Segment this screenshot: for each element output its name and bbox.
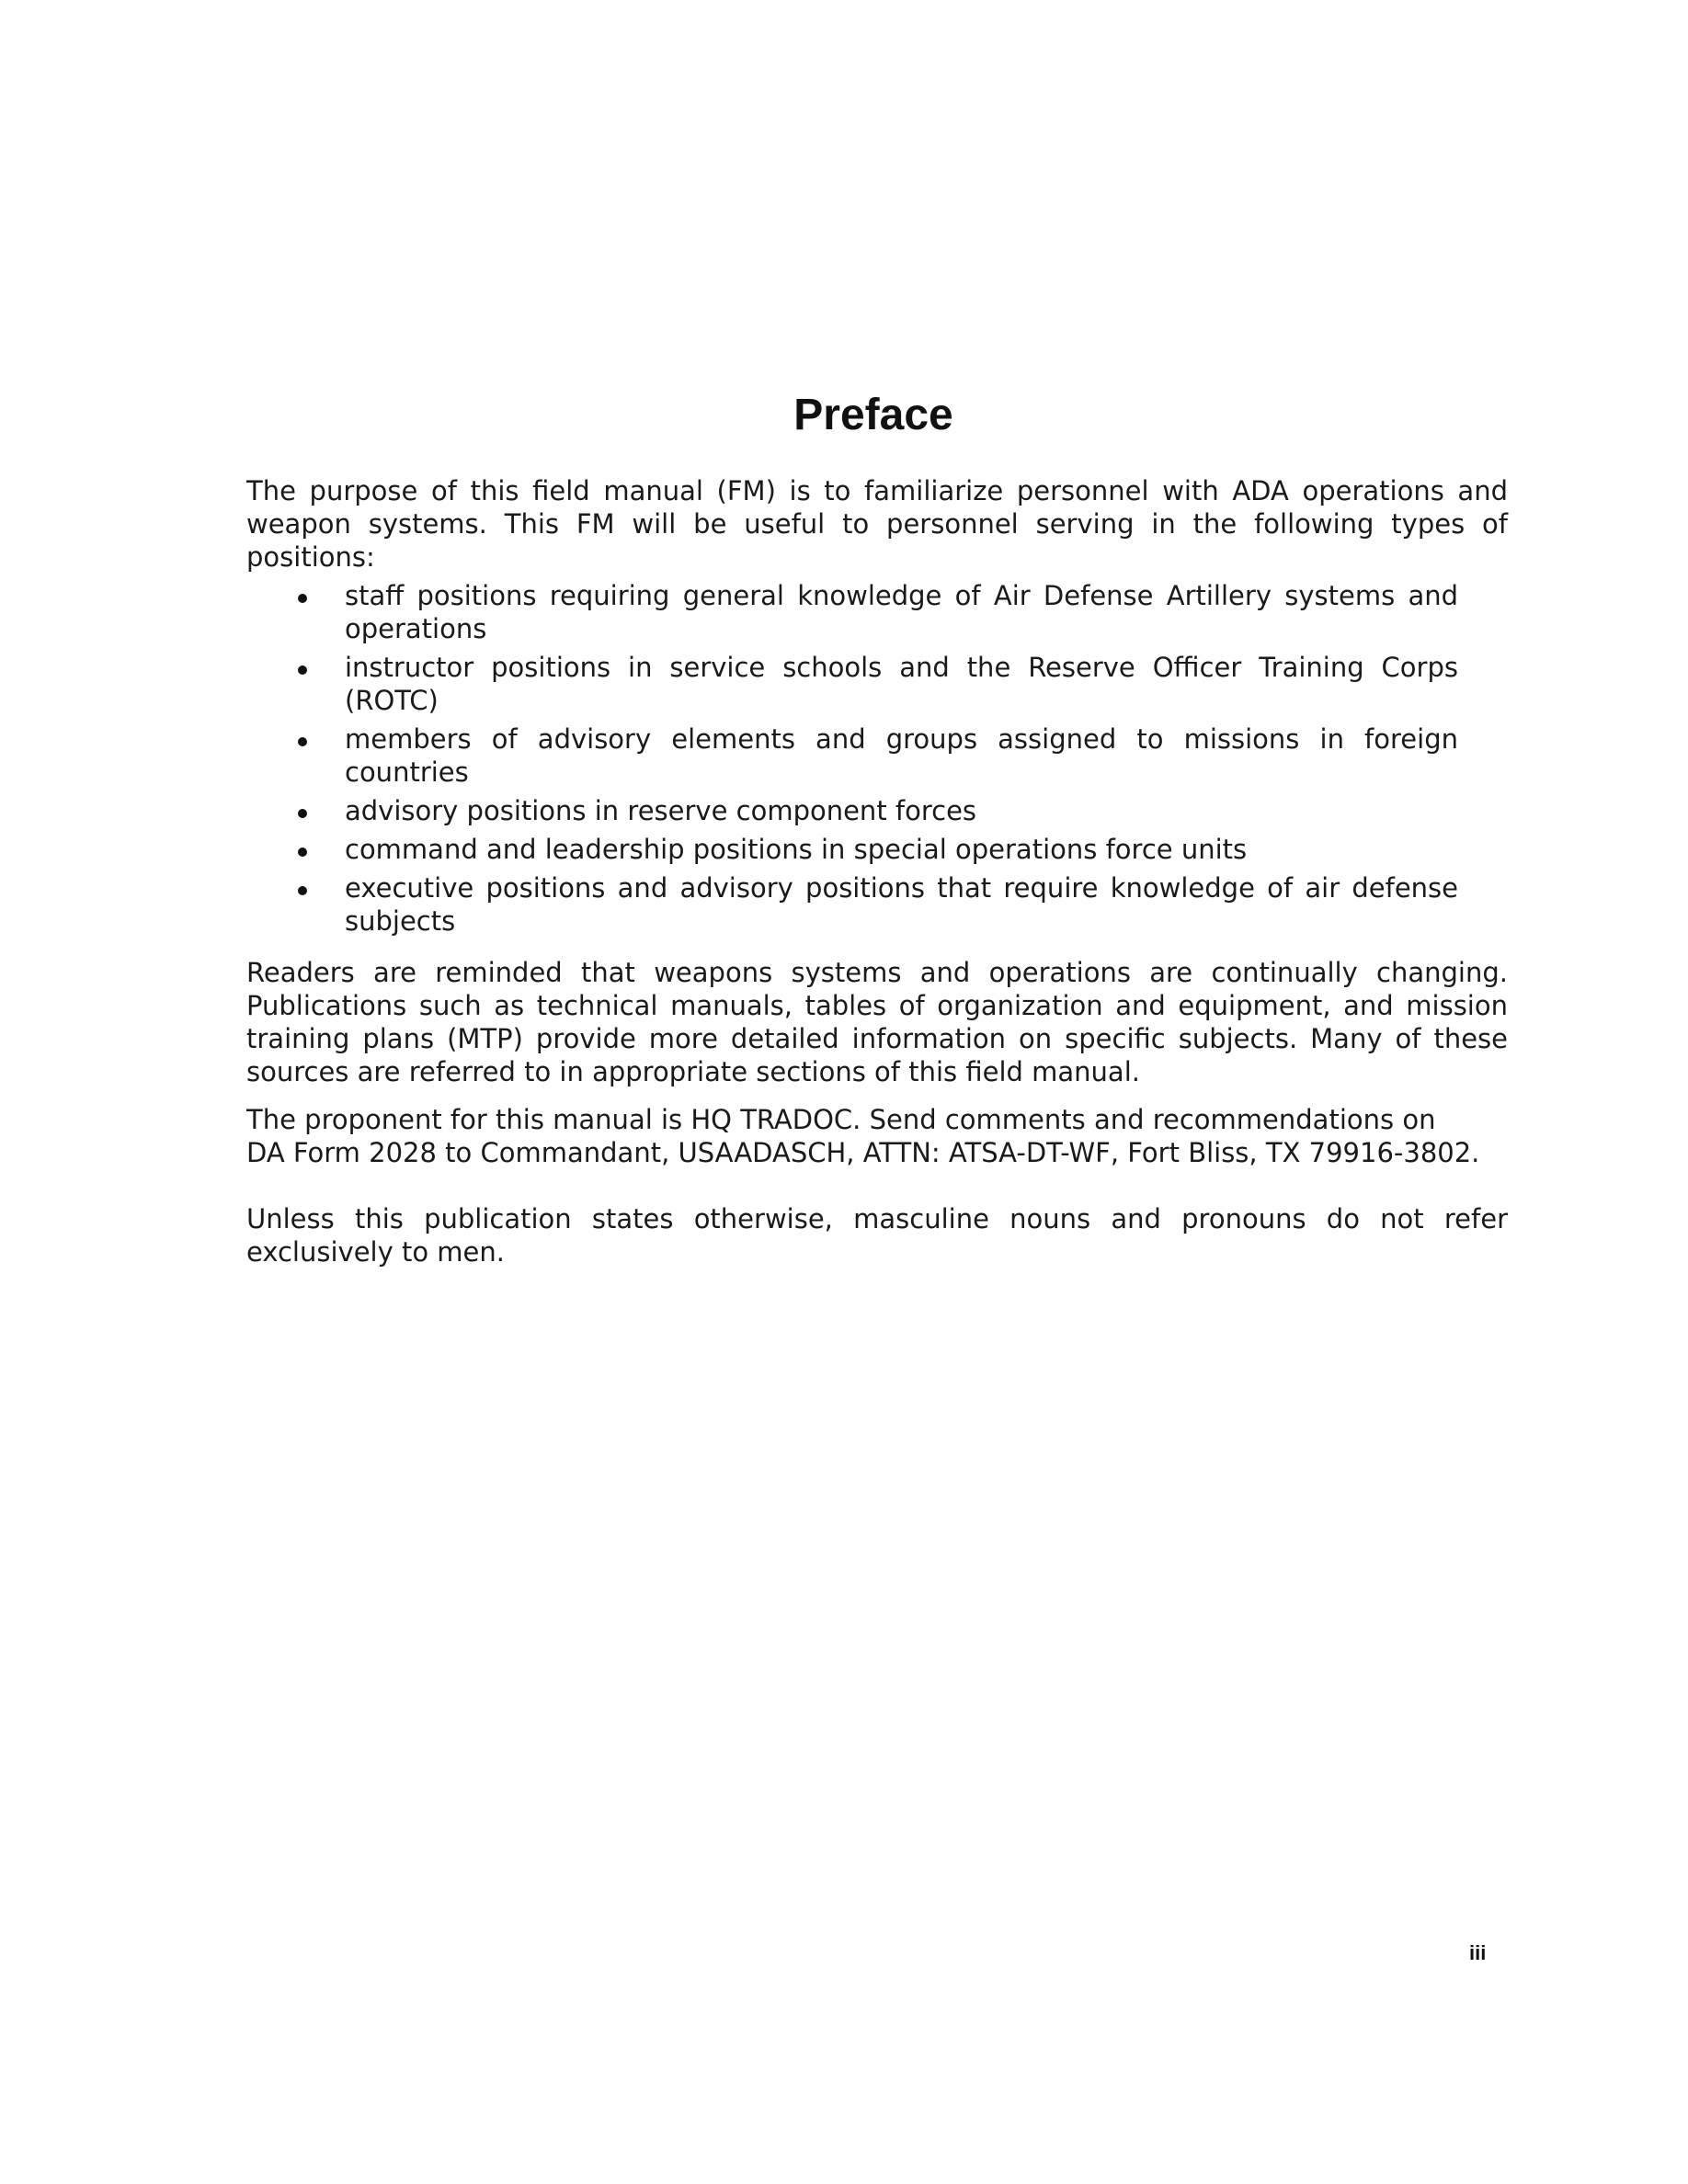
preface-body xyxy=(246,474,1508,1268)
proponent-paragraph xyxy=(246,1103,1508,1169)
list-item xyxy=(246,579,1508,645)
list-item xyxy=(246,794,1508,827)
list-item xyxy=(246,833,1508,866)
readers-paragraph: Readers are reminded that weapons systems and operations are continually changing. Publications such as technical manuals, tables of organization and equipment, and mission training plans (MTP) provide more detailed information on specific subjects. Many of these sources are referred to in appropriate sections of this field manual. xyxy=(246,957,1508,1087)
list-item xyxy=(246,871,1508,938)
list-item-text: members of advisory elements and groups assigned to missions in foreign countries xyxy=(345,723,1458,788)
bullet-icon xyxy=(298,886,307,895)
bullet-icon xyxy=(298,594,307,603)
positions-list xyxy=(246,579,1508,938)
proponent-line-1: The proponent for this manual is HQ TRADOC. Send comments and recommendations on xyxy=(246,1104,1436,1135)
list-item xyxy=(246,651,1508,717)
list-item-text: advisory positions in reserve component forces xyxy=(345,795,977,826)
bullet-icon xyxy=(298,665,307,675)
list-item-text: command and leadership positions in special operations force units xyxy=(345,834,1248,865)
intro-paragraph: The purpose of this field manual (FM) is to familiarize personnel with ADA operations and weapon systems. This FM will be useful to personnel serving in the following types of positions: xyxy=(246,475,1508,573)
bullet-icon xyxy=(298,737,307,746)
proponent-line-2: DA Form 2028 to Commandant, USAADASCH, ATTN: ATSA-DT-WF, Fort Bliss, TX 79916-3802. xyxy=(246,1137,1480,1168)
list-item xyxy=(246,722,1508,789)
page-title: Preface xyxy=(793,391,953,439)
gender-note-paragraph: Unless this publication states otherwise, masculine nouns and pronouns do not refer exclusively to men. xyxy=(246,1203,1508,1268)
bullet-icon xyxy=(298,847,307,857)
page-number: iii xyxy=(1469,1941,1487,1964)
bullet-icon xyxy=(298,809,307,818)
list-item-text: executive positions and advisory positions that require knowledge of air defense subjects xyxy=(345,872,1458,937)
list-item-text: instructor positions in service schools and the Reserve Officer Training Corps (ROTC) xyxy=(345,652,1458,716)
list-item-text: staff positions requiring general knowledge of Air Defense Artillery systems and operations xyxy=(345,580,1458,644)
